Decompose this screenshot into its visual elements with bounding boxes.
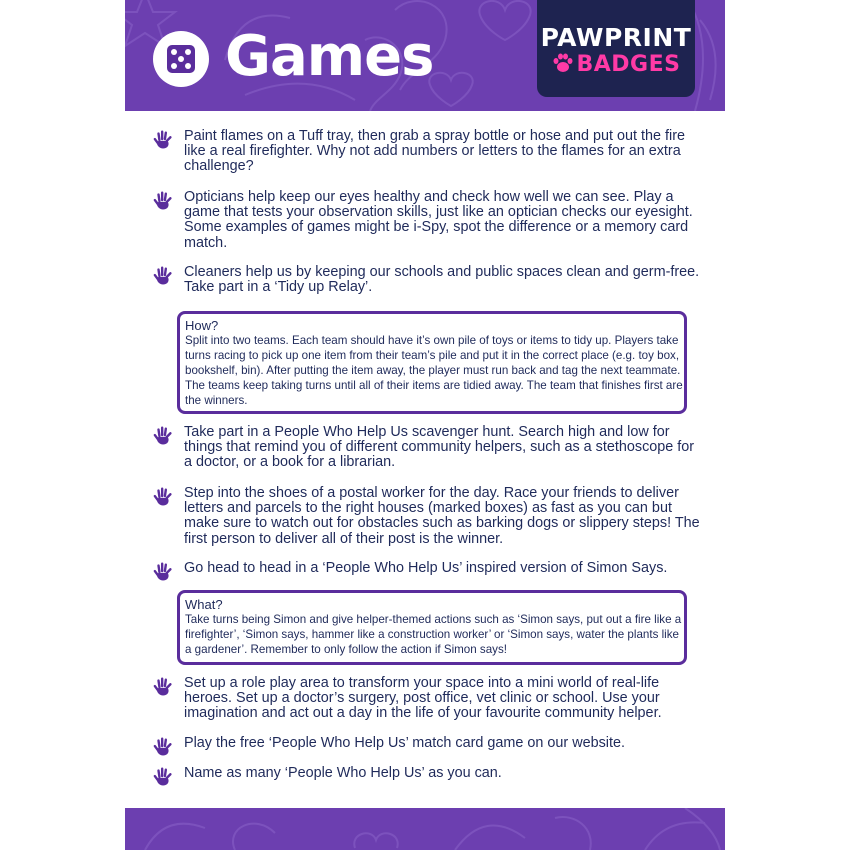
hand-icon (153, 766, 175, 788)
footer-doodles (125, 808, 725, 850)
brand-name-bottom-row (537, 52, 695, 78)
list-item-text: Opticians help keep our eyes healthy and check how well we can see. Play a game that tests your observation skills, just like an optician checks our eyesight. Some examples of games might be i-Spy, spot the difference or a memory card match. (184, 189, 693, 251)
list-item-text: Step into the shoes of a postal worker for the day. Race your friends to deliver letters and parcels to the right houses (marked boxes) as fast as you can but make sure to watch out for obstacles such as barking dogs or slippery steps! The first person to deliver all of their post is the winner. (184, 485, 700, 547)
hand-icon (153, 676, 175, 698)
list-item-text: Take part in a People Who Help Us scavenger hunt. Search high and low for things that remind you of different community helpers, such as a stethoscope for a doctor, or a book for a librarian. (184, 424, 695, 471)
hand-icon (153, 561, 175, 583)
brand-logo (537, 0, 695, 97)
list-item-text: Set up a role play area to transform your space into a mini world of real-life heroes. Set up a doctor’s surgery, post office, vet clinic or school. Use your imagination and act out a day in the life of your favourite community helper. (184, 675, 662, 722)
hand-icon (153, 425, 175, 447)
paw-icon (552, 53, 574, 73)
list-item-text: Play the free ‘People Who Help Us’ match card game on our website. (184, 735, 625, 751)
how-box-body: Split into two teams. Each team should have it’s own pile of toys or items to tidy up. Players take turns racing to pick up one item from their team’s pile and put it in the correct place (e.g. toy box, bookshelf, bin). After putting the item away, the player must run back and tag the next teammate. The teams keep taking turns until all of their items are tidied away. The team that finishes first are the winners. (185, 334, 683, 407)
how-box-title: How? (185, 318, 219, 333)
hand-icon (153, 736, 175, 758)
footer-banner (125, 808, 725, 850)
list-item-text: Name as many ‘People Who Help Us’ as you can. (184, 765, 502, 781)
games-page (125, 0, 725, 850)
what-box-body: Take turns being Simon and give helper-themed actions such as ‘Simon says, put out a fire like a firefighter’, ‘Simon says, hammer like a construction worker’ or ‘Simon says, water the plants like a gardener’. Remember to only follow the action if Simon says! (185, 613, 682, 656)
hand-icon (153, 129, 175, 151)
hand-icon (153, 265, 175, 287)
list-item-text: Go head to head in a ‘People Who Help Us’ inspired version of Simon Says. (184, 560, 668, 576)
hand-icon (153, 486, 175, 508)
what-box-title: What? (185, 597, 223, 612)
list-item-text: Cleaners help us by keeping our schools and public spaces clean and germ-free. Take part in a ‘Tidy up Relay’. (184, 264, 700, 296)
brand-name-bottom: BADGES (576, 52, 681, 77)
header-banner (125, 0, 725, 111)
brand-name-top: PAWPRINT (540, 23, 692, 52)
hand-icon (153, 190, 175, 212)
how-box (177, 311, 687, 414)
list-item-text: Paint flames on a Tuff tray, then grab a spray bottle or hose and put out the fire like a real firefighter. Why not add numbers or letters to the flames for an extra challenge? (184, 128, 686, 175)
what-box (177, 590, 687, 665)
dice-icon (152, 30, 210, 88)
page-title: Games (225, 24, 434, 89)
